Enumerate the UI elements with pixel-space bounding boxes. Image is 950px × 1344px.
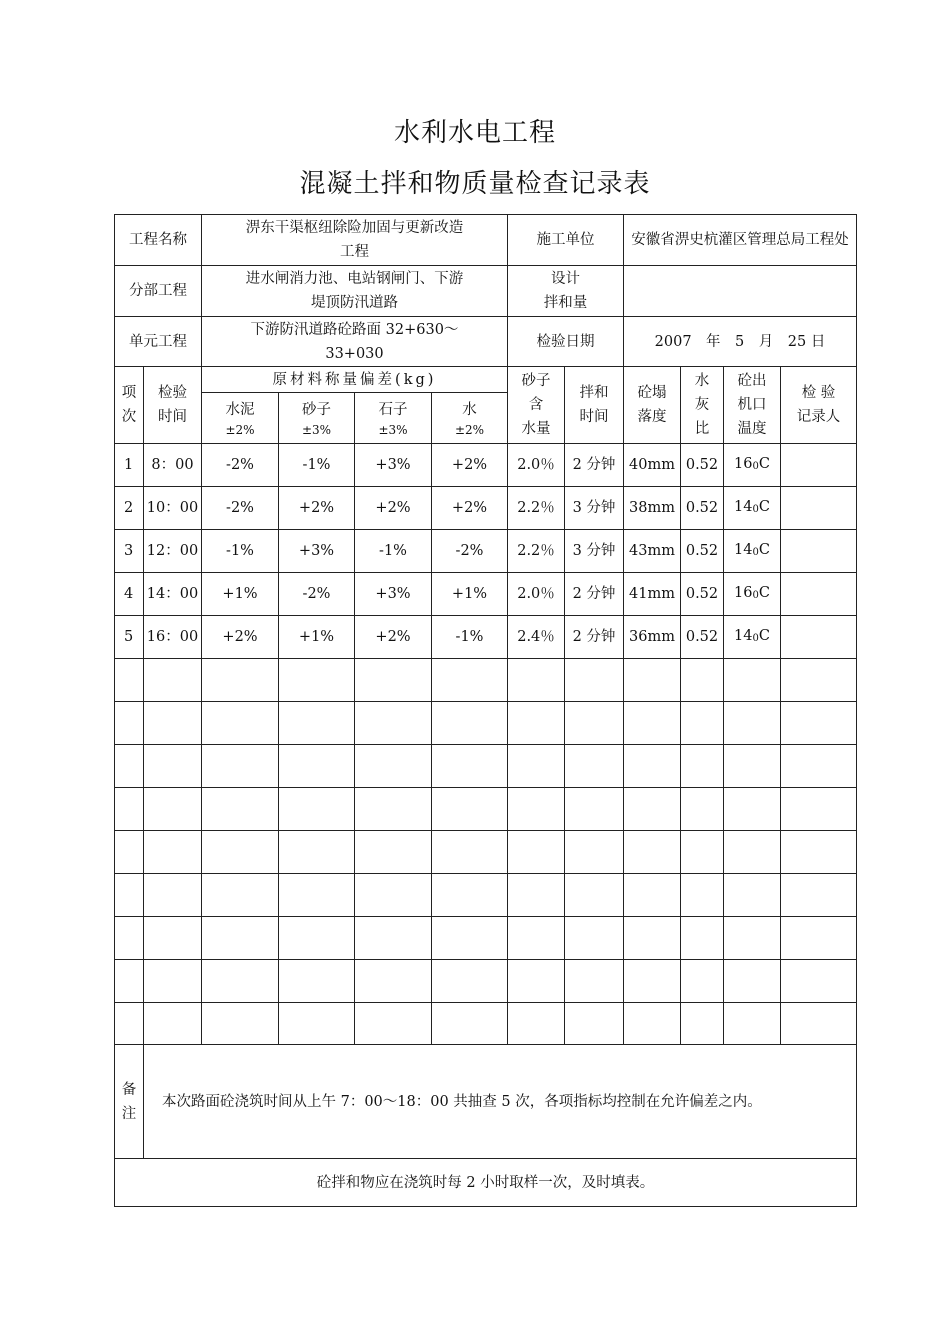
cell-outlet-temp bbox=[724, 444, 781, 487]
empty-cell bbox=[565, 788, 624, 831]
empty-cell bbox=[432, 960, 508, 1003]
cell-water: +1% bbox=[432, 573, 508, 616]
remarks-text: 本次路面砼浇筑时间从上午 7：00～18：00 共抽查 5 次，各项指标均控制在允许偏差之内。 bbox=[144, 1045, 857, 1159]
header-stone bbox=[355, 393, 432, 444]
cell-recorder bbox=[781, 444, 857, 487]
empty-cell bbox=[144, 702, 202, 745]
cell-mix: 2 分钟 bbox=[565, 616, 624, 659]
empty-cell bbox=[508, 659, 565, 702]
empty-cell bbox=[355, 1003, 432, 1045]
cell-outlet-temp bbox=[724, 616, 781, 659]
empty-cell bbox=[432, 702, 508, 745]
temp-unit: C bbox=[758, 499, 770, 515]
empty-cell bbox=[144, 745, 202, 788]
cell-stone: +3% bbox=[355, 573, 432, 616]
empty-cell bbox=[508, 745, 565, 788]
header-wc-ratio-line-1: 水 bbox=[694, 373, 710, 389]
empty-cell bbox=[115, 659, 144, 702]
temp-unit: C bbox=[758, 628, 770, 644]
empty-cell bbox=[681, 1003, 724, 1045]
degree-mark: 0 bbox=[752, 504, 759, 515]
header-sand bbox=[279, 393, 355, 444]
cell-slump: 41mm bbox=[624, 573, 681, 616]
cell-cement: -2% bbox=[202, 487, 279, 530]
cell-slump: 43mm bbox=[624, 530, 681, 573]
empty-cell bbox=[144, 831, 202, 874]
empty-table-row bbox=[115, 874, 857, 917]
empty-cell bbox=[624, 659, 681, 702]
construction-unit-label: 施工单位 bbox=[508, 215, 624, 266]
cell-water: +2% bbox=[432, 444, 508, 487]
degree-mark: 0 bbox=[752, 547, 759, 558]
empty-cell bbox=[624, 745, 681, 788]
empty-cell bbox=[724, 874, 781, 917]
cell-outlet-temp bbox=[724, 487, 781, 530]
empty-cell bbox=[355, 745, 432, 788]
empty-cell bbox=[355, 702, 432, 745]
header-slump bbox=[624, 367, 681, 444]
cell-slump: 36mm bbox=[624, 616, 681, 659]
empty-cell bbox=[115, 917, 144, 960]
empty-cell bbox=[508, 874, 565, 917]
header-material-group: 原材料称量偏差(kg) bbox=[202, 367, 508, 393]
empty-cell bbox=[355, 917, 432, 960]
sub-project-value bbox=[202, 266, 508, 317]
empty-cell bbox=[681, 917, 724, 960]
sub-project-line-2: 堤顶防汛道路 bbox=[311, 295, 398, 311]
empty-cell bbox=[355, 960, 432, 1003]
empty-cell bbox=[115, 831, 144, 874]
cell-wc: 0.52 bbox=[681, 573, 724, 616]
empty-cell bbox=[624, 702, 681, 745]
inspection-record-table bbox=[114, 214, 857, 1207]
remarks-label-line-2: 注 bbox=[121, 1105, 137, 1122]
empty-table-row bbox=[115, 831, 857, 874]
construction-unit-value: 安徽省淠史杭灌区管理总局工程处 bbox=[624, 215, 857, 266]
cell-stone: -1% bbox=[355, 530, 432, 573]
empty-cell bbox=[681, 702, 724, 745]
empty-cell bbox=[115, 745, 144, 788]
cell-outlet-temp bbox=[724, 573, 781, 616]
cell-mix: 2 分钟 bbox=[565, 444, 624, 487]
project-name-line-2: 工程 bbox=[340, 244, 369, 260]
empty-cell bbox=[724, 960, 781, 1003]
title-line-1: 水利水电工程 bbox=[393, 118, 556, 148]
cell-recorder bbox=[781, 616, 857, 659]
empty-cell bbox=[202, 917, 279, 960]
empty-cell bbox=[565, 831, 624, 874]
cell-wc: 0.52 bbox=[681, 530, 724, 573]
empty-cell bbox=[432, 917, 508, 960]
empty-cell bbox=[279, 745, 355, 788]
cell-no: 2 bbox=[115, 487, 144, 530]
cell-moisture: 2.0％ bbox=[508, 444, 565, 487]
empty-cell bbox=[144, 874, 202, 917]
empty-cell bbox=[432, 874, 508, 917]
cell-no: 3 bbox=[115, 530, 144, 573]
empty-cell bbox=[624, 960, 681, 1003]
empty-table-row bbox=[115, 702, 857, 745]
footer-note: 砼拌和物应在浇筑时每 2 小时取样一次，及时填表。 bbox=[115, 1159, 857, 1207]
cell-mix: 3 分钟 bbox=[565, 530, 624, 573]
cell-water: +2% bbox=[432, 487, 508, 530]
empty-cell bbox=[624, 831, 681, 874]
header-outlet-temp-line-1: 砼出 bbox=[737, 373, 767, 389]
unit-project-line-2: 33+030 bbox=[325, 345, 384, 362]
cell-cement: -2% bbox=[202, 444, 279, 487]
empty-cell bbox=[781, 745, 857, 788]
empty-table-row bbox=[115, 659, 857, 702]
header-item-no-line-2: 次 bbox=[121, 409, 137, 425]
cell-mix: 3 分钟 bbox=[565, 487, 624, 530]
degree-mark: 0 bbox=[752, 633, 759, 644]
empty-cell bbox=[781, 831, 857, 874]
inspection-date-label: 检验日期 bbox=[508, 317, 624, 367]
header-recorder bbox=[781, 367, 857, 444]
empty-cell bbox=[202, 702, 279, 745]
title-line-2: 混凝土拌和物质量检查记录表 bbox=[299, 169, 651, 199]
empty-cell bbox=[279, 702, 355, 745]
cell-moisture: 2.0％ bbox=[508, 573, 565, 616]
empty-cell bbox=[432, 659, 508, 702]
table-row bbox=[115, 530, 857, 573]
temp-unit: C bbox=[758, 585, 770, 601]
table-row bbox=[115, 444, 857, 487]
unit-project-line-1: 下游防汛道路砼路面 32+630～ bbox=[250, 321, 459, 338]
header-sand-moisture-line-2: 含 bbox=[528, 397, 544, 413]
empty-cell bbox=[624, 788, 681, 831]
header-recorder-line-1: 检 验 bbox=[801, 385, 836, 401]
header-stone-tolerance: ±3% bbox=[378, 423, 408, 437]
empty-cell bbox=[279, 788, 355, 831]
header-outlet-temp bbox=[724, 367, 781, 444]
header-recorder-line-2: 记录人 bbox=[796, 409, 841, 425]
empty-cell bbox=[202, 831, 279, 874]
empty-cell bbox=[202, 1003, 279, 1045]
empty-cell bbox=[724, 788, 781, 831]
cell-mix: 2 分钟 bbox=[565, 573, 624, 616]
cell-sand: +3% bbox=[279, 530, 355, 573]
empty-cell bbox=[508, 960, 565, 1003]
empty-cell bbox=[279, 1003, 355, 1045]
temp-value: 16 bbox=[734, 585, 753, 601]
empty-cell bbox=[202, 874, 279, 917]
temp-value: 16 bbox=[734, 456, 753, 472]
empty-cell bbox=[724, 831, 781, 874]
empty-cell bbox=[355, 831, 432, 874]
empty-cell bbox=[565, 917, 624, 960]
empty-cell bbox=[279, 831, 355, 874]
cell-recorder bbox=[781, 573, 857, 616]
empty-cell bbox=[681, 831, 724, 874]
empty-cell bbox=[508, 788, 565, 831]
empty-cell bbox=[624, 1003, 681, 1045]
cell-moisture: 2.2％ bbox=[508, 530, 565, 573]
remarks-label bbox=[115, 1045, 144, 1159]
cell-wc: 0.52 bbox=[681, 444, 724, 487]
cell-time: 8：00 bbox=[144, 444, 202, 487]
empty-cell bbox=[144, 1003, 202, 1045]
header-slump-line-2: 落度 bbox=[637, 409, 667, 425]
empty-cell bbox=[508, 702, 565, 745]
empty-cell bbox=[781, 917, 857, 960]
cell-water: -1% bbox=[432, 616, 508, 659]
remarks-label-line-1: 备 bbox=[121, 1081, 137, 1098]
cell-no: 5 bbox=[115, 616, 144, 659]
project-name-label: 工程名称 bbox=[115, 215, 202, 266]
cell-cement: +2% bbox=[202, 616, 279, 659]
empty-table-row bbox=[115, 788, 857, 831]
empty-cell bbox=[508, 1003, 565, 1045]
empty-cell bbox=[724, 702, 781, 745]
empty-cell bbox=[144, 788, 202, 831]
empty-cell bbox=[115, 960, 144, 1003]
unit-project-label: 单元工程 bbox=[115, 317, 202, 367]
empty-cell bbox=[624, 917, 681, 960]
header-wc-ratio bbox=[681, 367, 724, 444]
header-item-no-line-1: 项 bbox=[121, 385, 137, 401]
empty-cell bbox=[724, 745, 781, 788]
temp-unit: C bbox=[758, 542, 770, 558]
header-inspect-time-line-1: 检验 bbox=[158, 385, 187, 401]
empty-cell bbox=[279, 874, 355, 917]
empty-cell bbox=[724, 917, 781, 960]
header-outlet-temp-line-2: 机口 bbox=[737, 397, 767, 413]
empty-cell bbox=[681, 788, 724, 831]
sub-project-label: 分部工程 bbox=[115, 266, 202, 317]
cell-sand: +1% bbox=[279, 616, 355, 659]
cell-time: 16：00 bbox=[144, 616, 202, 659]
table-row bbox=[115, 573, 857, 616]
cell-sand: -1% bbox=[279, 444, 355, 487]
cell-recorder bbox=[781, 487, 857, 530]
empty-cell bbox=[115, 1003, 144, 1045]
cell-stone: +3% bbox=[355, 444, 432, 487]
empty-cell bbox=[681, 960, 724, 1003]
cell-moisture: 2.4％ bbox=[508, 616, 565, 659]
cell-wc: 0.52 bbox=[681, 487, 724, 530]
header-cement bbox=[202, 393, 279, 444]
empty-cell bbox=[681, 874, 724, 917]
empty-cell bbox=[565, 874, 624, 917]
design-mix-label-line-1: 设计 bbox=[551, 271, 580, 287]
header-cement-tolerance: ±2% bbox=[225, 423, 255, 437]
project-name-line-1: 淠东干渠枢纽除险加固与更新改造 bbox=[245, 220, 464, 236]
cell-time: 10：00 bbox=[144, 487, 202, 530]
empty-cell bbox=[115, 702, 144, 745]
empty-cell bbox=[781, 788, 857, 831]
cell-recorder bbox=[781, 530, 857, 573]
empty-cell bbox=[202, 745, 279, 788]
table-row bbox=[115, 487, 857, 530]
cell-cement: -1% bbox=[202, 530, 279, 573]
empty-cell bbox=[432, 1003, 508, 1045]
inspection-date-value: 2007 年 5 月 25 日 bbox=[624, 317, 857, 367]
empty-cell bbox=[279, 917, 355, 960]
header-water-label: 水 bbox=[462, 402, 477, 418]
header-cement-label: 水泥 bbox=[225, 402, 255, 418]
cell-sand: -2% bbox=[279, 573, 355, 616]
empty-cell bbox=[781, 1003, 857, 1045]
header-sand-moisture bbox=[508, 367, 565, 444]
empty-cell bbox=[432, 745, 508, 788]
project-name-value bbox=[202, 215, 508, 266]
empty-cell bbox=[115, 874, 144, 917]
empty-cell bbox=[724, 1003, 781, 1045]
temp-value: 14 bbox=[734, 542, 753, 558]
cell-sand: +2% bbox=[279, 487, 355, 530]
empty-table-row bbox=[115, 917, 857, 960]
empty-cell bbox=[202, 960, 279, 1003]
header-outlet-temp-line-3: 温度 bbox=[737, 421, 767, 437]
header-inspect-time bbox=[144, 367, 202, 444]
header-inspect-time-line-2: 时间 bbox=[158, 409, 187, 425]
cell-wc: 0.52 bbox=[681, 616, 724, 659]
empty-cell bbox=[144, 917, 202, 960]
empty-cell bbox=[144, 960, 202, 1003]
data-rows bbox=[115, 444, 857, 1045]
header-item-no bbox=[115, 367, 144, 444]
empty-cell bbox=[202, 659, 279, 702]
header-wc-ratio-line-3: 比 bbox=[694, 421, 710, 437]
empty-cell bbox=[565, 659, 624, 702]
header-sand-moisture-line-3: 水量 bbox=[521, 421, 551, 437]
header-mix-time-line-1: 拌和 bbox=[579, 385, 609, 401]
cell-time: 12：00 bbox=[144, 530, 202, 573]
header-water-tolerance: ±2% bbox=[454, 423, 485, 437]
cell-no: 1 bbox=[115, 444, 144, 487]
empty-cell bbox=[781, 874, 857, 917]
empty-cell bbox=[724, 659, 781, 702]
empty-cell bbox=[355, 659, 432, 702]
cell-no: 4 bbox=[115, 573, 144, 616]
cell-outlet-temp bbox=[724, 530, 781, 573]
header-water bbox=[432, 393, 508, 444]
temp-unit: C bbox=[758, 456, 770, 472]
empty-cell bbox=[202, 788, 279, 831]
cell-stone: +2% bbox=[355, 487, 432, 530]
header-stone-label: 石子 bbox=[378, 402, 408, 418]
cell-stone: +2% bbox=[355, 616, 432, 659]
empty-table-row bbox=[115, 745, 857, 788]
header-sand-moisture-line-1: 砂子 bbox=[521, 373, 551, 389]
empty-cell bbox=[781, 960, 857, 1003]
empty-cell bbox=[279, 659, 355, 702]
empty-cell bbox=[681, 659, 724, 702]
empty-cell bbox=[681, 745, 724, 788]
empty-table-row bbox=[115, 960, 857, 1003]
empty-cell bbox=[508, 831, 565, 874]
cell-moisture: 2.2％ bbox=[508, 487, 565, 530]
temp-value: 14 bbox=[734, 628, 753, 644]
header-mix-time bbox=[565, 367, 624, 444]
unit-project-value bbox=[202, 317, 508, 367]
header-sand-label: 砂子 bbox=[302, 402, 331, 418]
sub-project-line-1: 进水闸消力池、电站钢闸门、下游 bbox=[245, 271, 464, 287]
temp-value: 14 bbox=[734, 499, 753, 515]
empty-cell bbox=[279, 960, 355, 1003]
header-mix-time-line-2: 时间 bbox=[579, 409, 609, 425]
header-slump-line-1: 砼塌 bbox=[637, 385, 667, 401]
cell-water: -2% bbox=[432, 530, 508, 573]
empty-cell bbox=[781, 659, 857, 702]
empty-cell bbox=[355, 788, 432, 831]
empty-cell bbox=[624, 874, 681, 917]
empty-cell bbox=[144, 659, 202, 702]
empty-table-row bbox=[115, 1003, 857, 1045]
empty-cell bbox=[565, 1003, 624, 1045]
empty-cell bbox=[565, 960, 624, 1003]
empty-cell bbox=[781, 702, 857, 745]
design-mix-label-line-2: 拌和量 bbox=[543, 295, 588, 311]
empty-cell bbox=[432, 788, 508, 831]
cell-slump: 38mm bbox=[624, 487, 681, 530]
empty-cell bbox=[565, 745, 624, 788]
cell-cement: +1% bbox=[202, 573, 279, 616]
empty-cell bbox=[432, 831, 508, 874]
cell-slump: 40mm bbox=[624, 444, 681, 487]
empty-cell bbox=[508, 917, 565, 960]
design-mix-label bbox=[508, 266, 624, 317]
empty-cell bbox=[565, 702, 624, 745]
empty-cell bbox=[115, 788, 144, 831]
empty-cell bbox=[355, 874, 432, 917]
header-wc-ratio-line-2: 灰 bbox=[694, 397, 710, 413]
design-mix-value bbox=[624, 266, 857, 317]
table-row bbox=[115, 616, 857, 659]
degree-mark: 0 bbox=[752, 461, 759, 472]
degree-mark: 0 bbox=[752, 590, 759, 601]
header-sand-tolerance: ±3% bbox=[301, 423, 332, 437]
cell-time: 14：00 bbox=[144, 573, 202, 616]
